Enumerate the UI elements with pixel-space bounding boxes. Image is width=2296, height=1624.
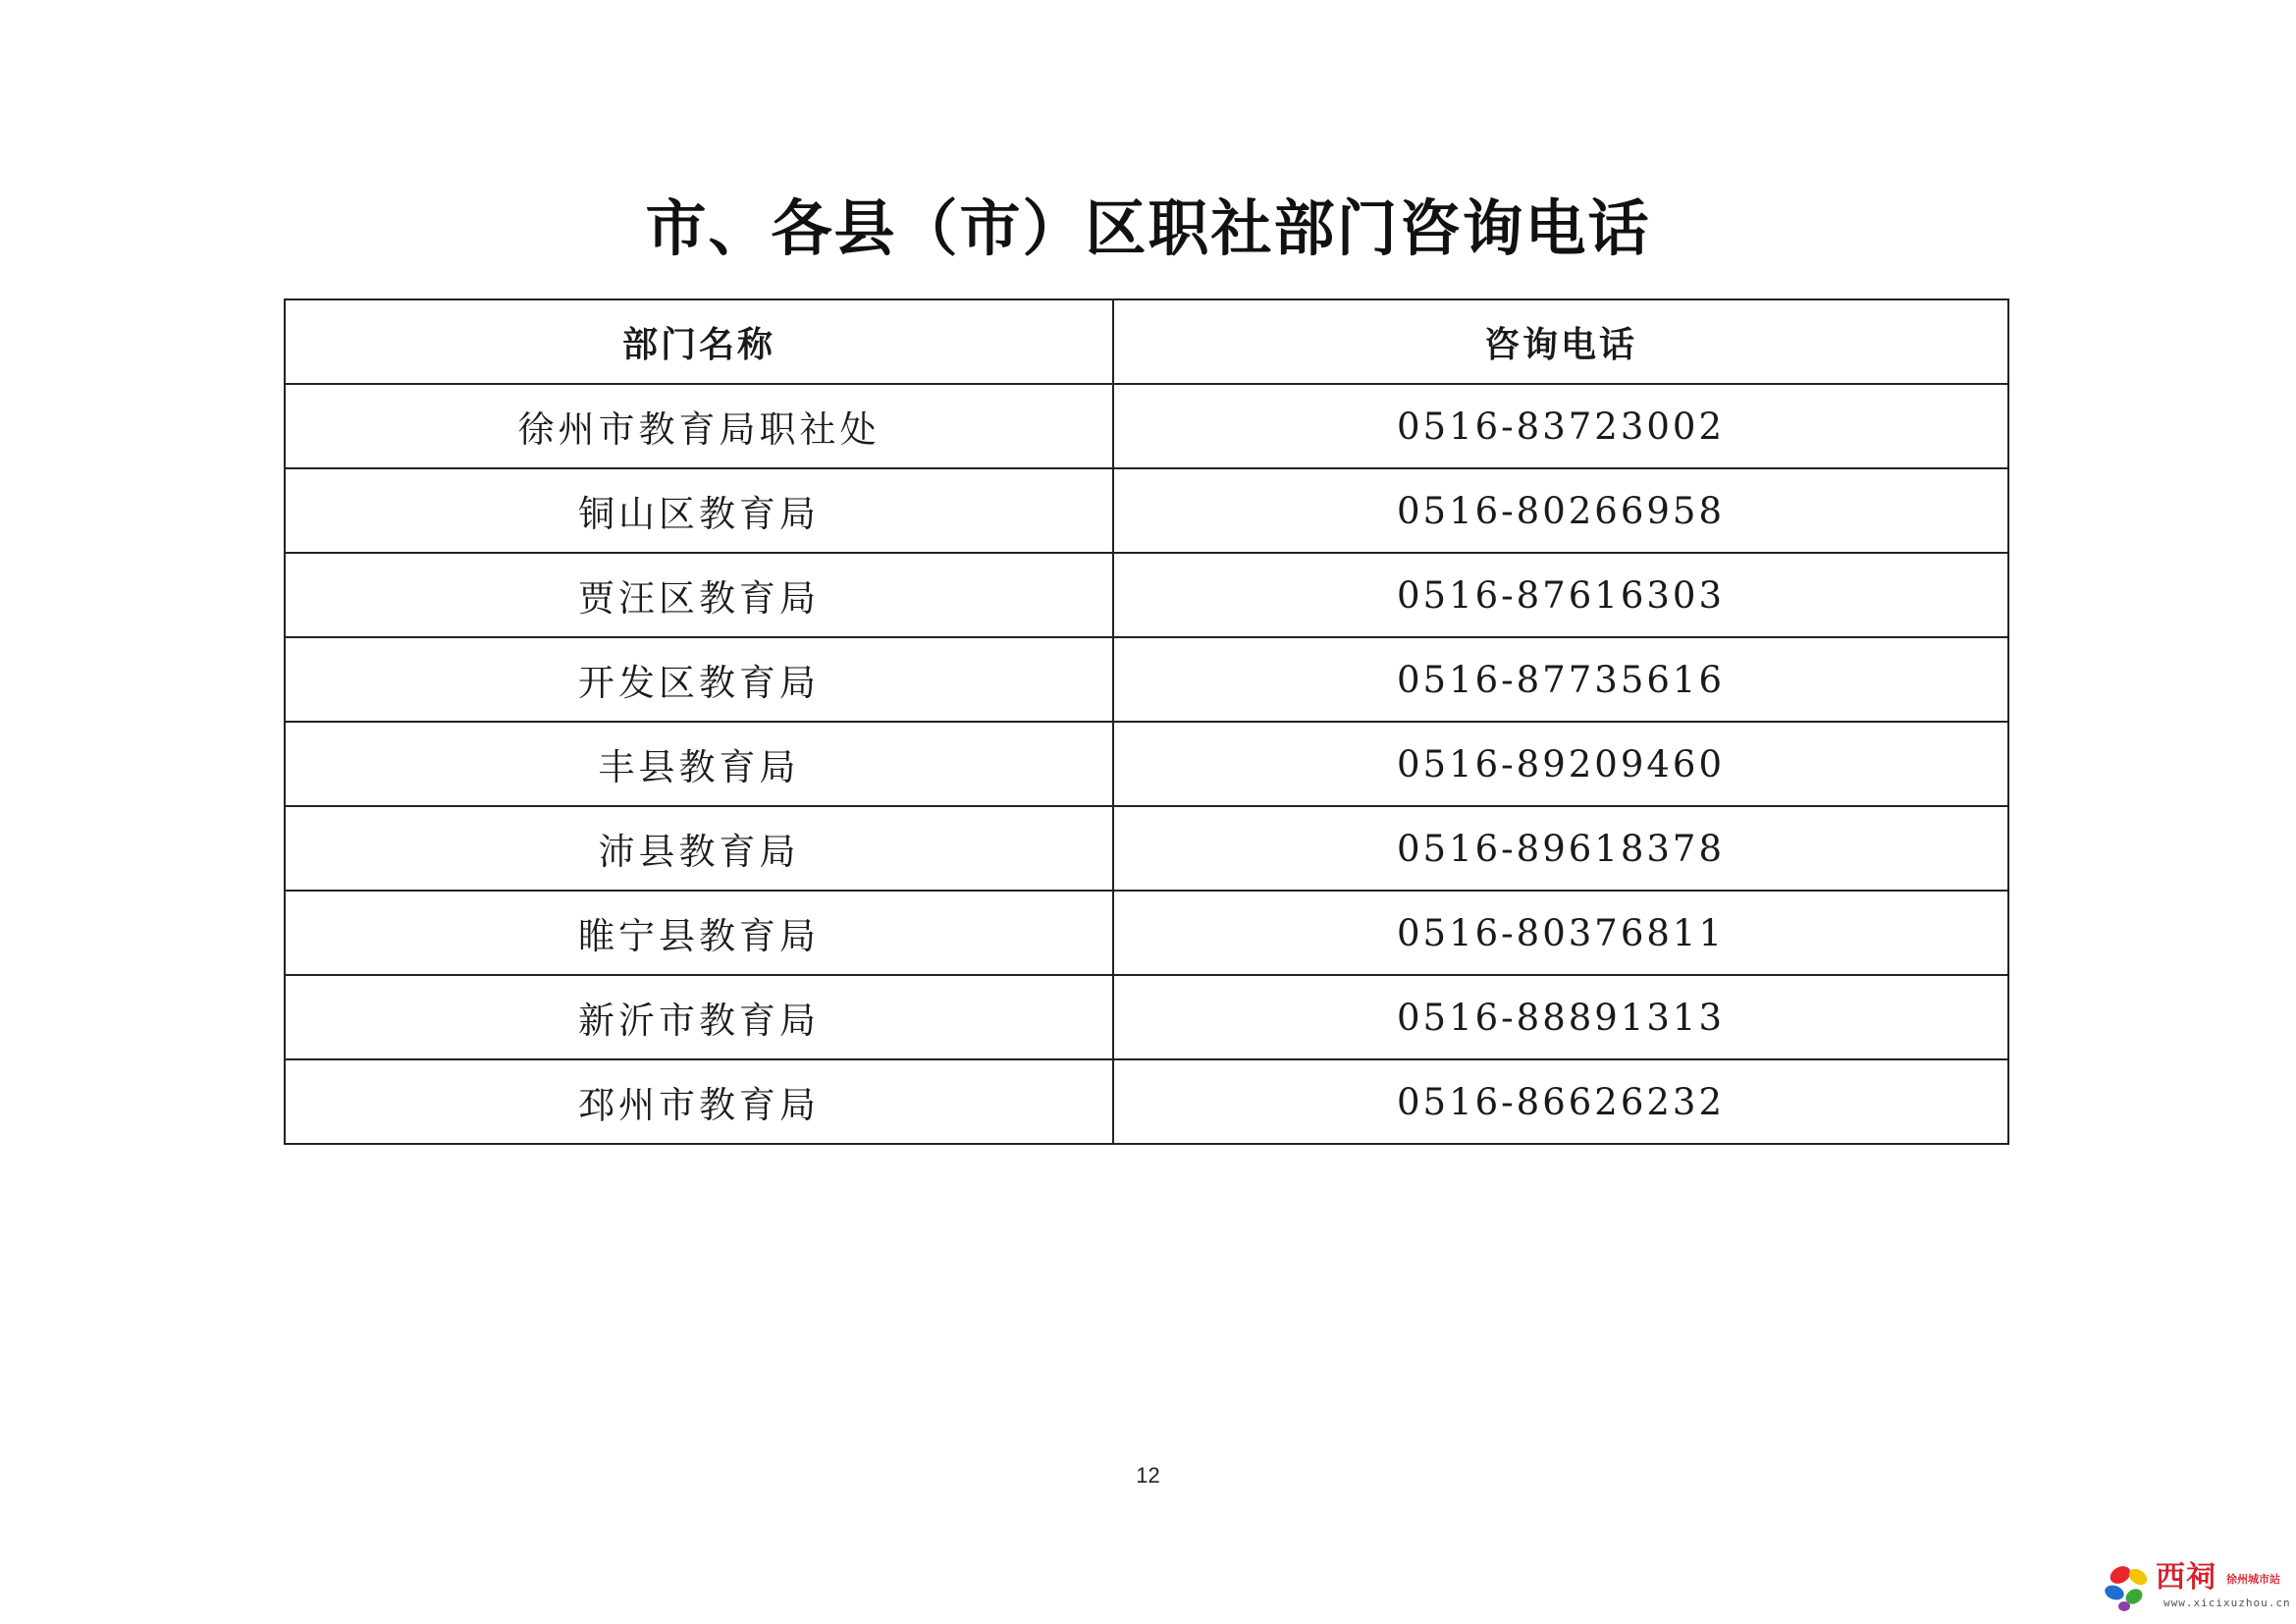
department-cell: 贾汪区教育局 (285, 553, 1113, 637)
table-row (285, 891, 2008, 975)
phone-cell: 0516-86626232 (1113, 1059, 2008, 1144)
phone-cell: 0516-89209460 (1113, 722, 2008, 806)
logo-petal-yellow (2126, 1566, 2150, 1589)
logo-petal-purple (2118, 1601, 2130, 1611)
phone-cell: 0516-80376811 (1113, 891, 2008, 975)
page-number: 12 (1136, 1463, 1160, 1488)
department-cell: 铜山区教育局 (285, 468, 1113, 553)
logo-petal-blue (2103, 1583, 2126, 1602)
table-row (285, 722, 2008, 806)
site-watermark (2101, 1559, 2291, 1618)
department-cell: 开发区教育局 (285, 637, 1113, 722)
phone-cell: 0516-80266958 (1113, 468, 2008, 553)
phone-cell: 0516-88891313 (1113, 975, 2008, 1059)
department-cell: 睢宁县教育局 (285, 891, 1113, 975)
table-row (285, 1059, 2008, 1144)
page-title: 市、各县（市）区职社部门咨询电话 (645, 192, 1651, 264)
header-department: 部门名称 (285, 299, 1113, 384)
department-cell: 沛县教育局 (285, 806, 1113, 891)
table-row (285, 806, 2008, 891)
table-row (285, 384, 2008, 468)
department-cell: 新沂市教育局 (285, 975, 1113, 1059)
table-header-row (285, 299, 2008, 384)
department-cell: 徐州市教育局职社处 (285, 384, 1113, 468)
watermark-tagline: 徐州城市站 (2226, 1573, 2280, 1586)
table-row (285, 468, 2008, 553)
header-phone: 咨询电话 (1113, 299, 2008, 384)
phone-cell: 0516-87616303 (1113, 553, 2008, 637)
pinwheel-logo-icon (2101, 1559, 2156, 1614)
phone-cell: 0516-83723002 (1113, 384, 2008, 468)
table-row (285, 553, 2008, 637)
phone-cell: 0516-87735616 (1113, 637, 2008, 722)
table-row (285, 637, 2008, 722)
watermark-url: www.xicixuzhou.cn (2163, 1597, 2291, 1609)
watermark-brand: 西祠 (2156, 1560, 2216, 1595)
department-cell: 邳州市教育局 (285, 1059, 1113, 1144)
department-cell: 丰县教育局 (285, 722, 1113, 806)
phone-cell: 0516-89618378 (1113, 806, 2008, 891)
table-row (285, 975, 2008, 1059)
contact-table (284, 298, 2009, 1145)
